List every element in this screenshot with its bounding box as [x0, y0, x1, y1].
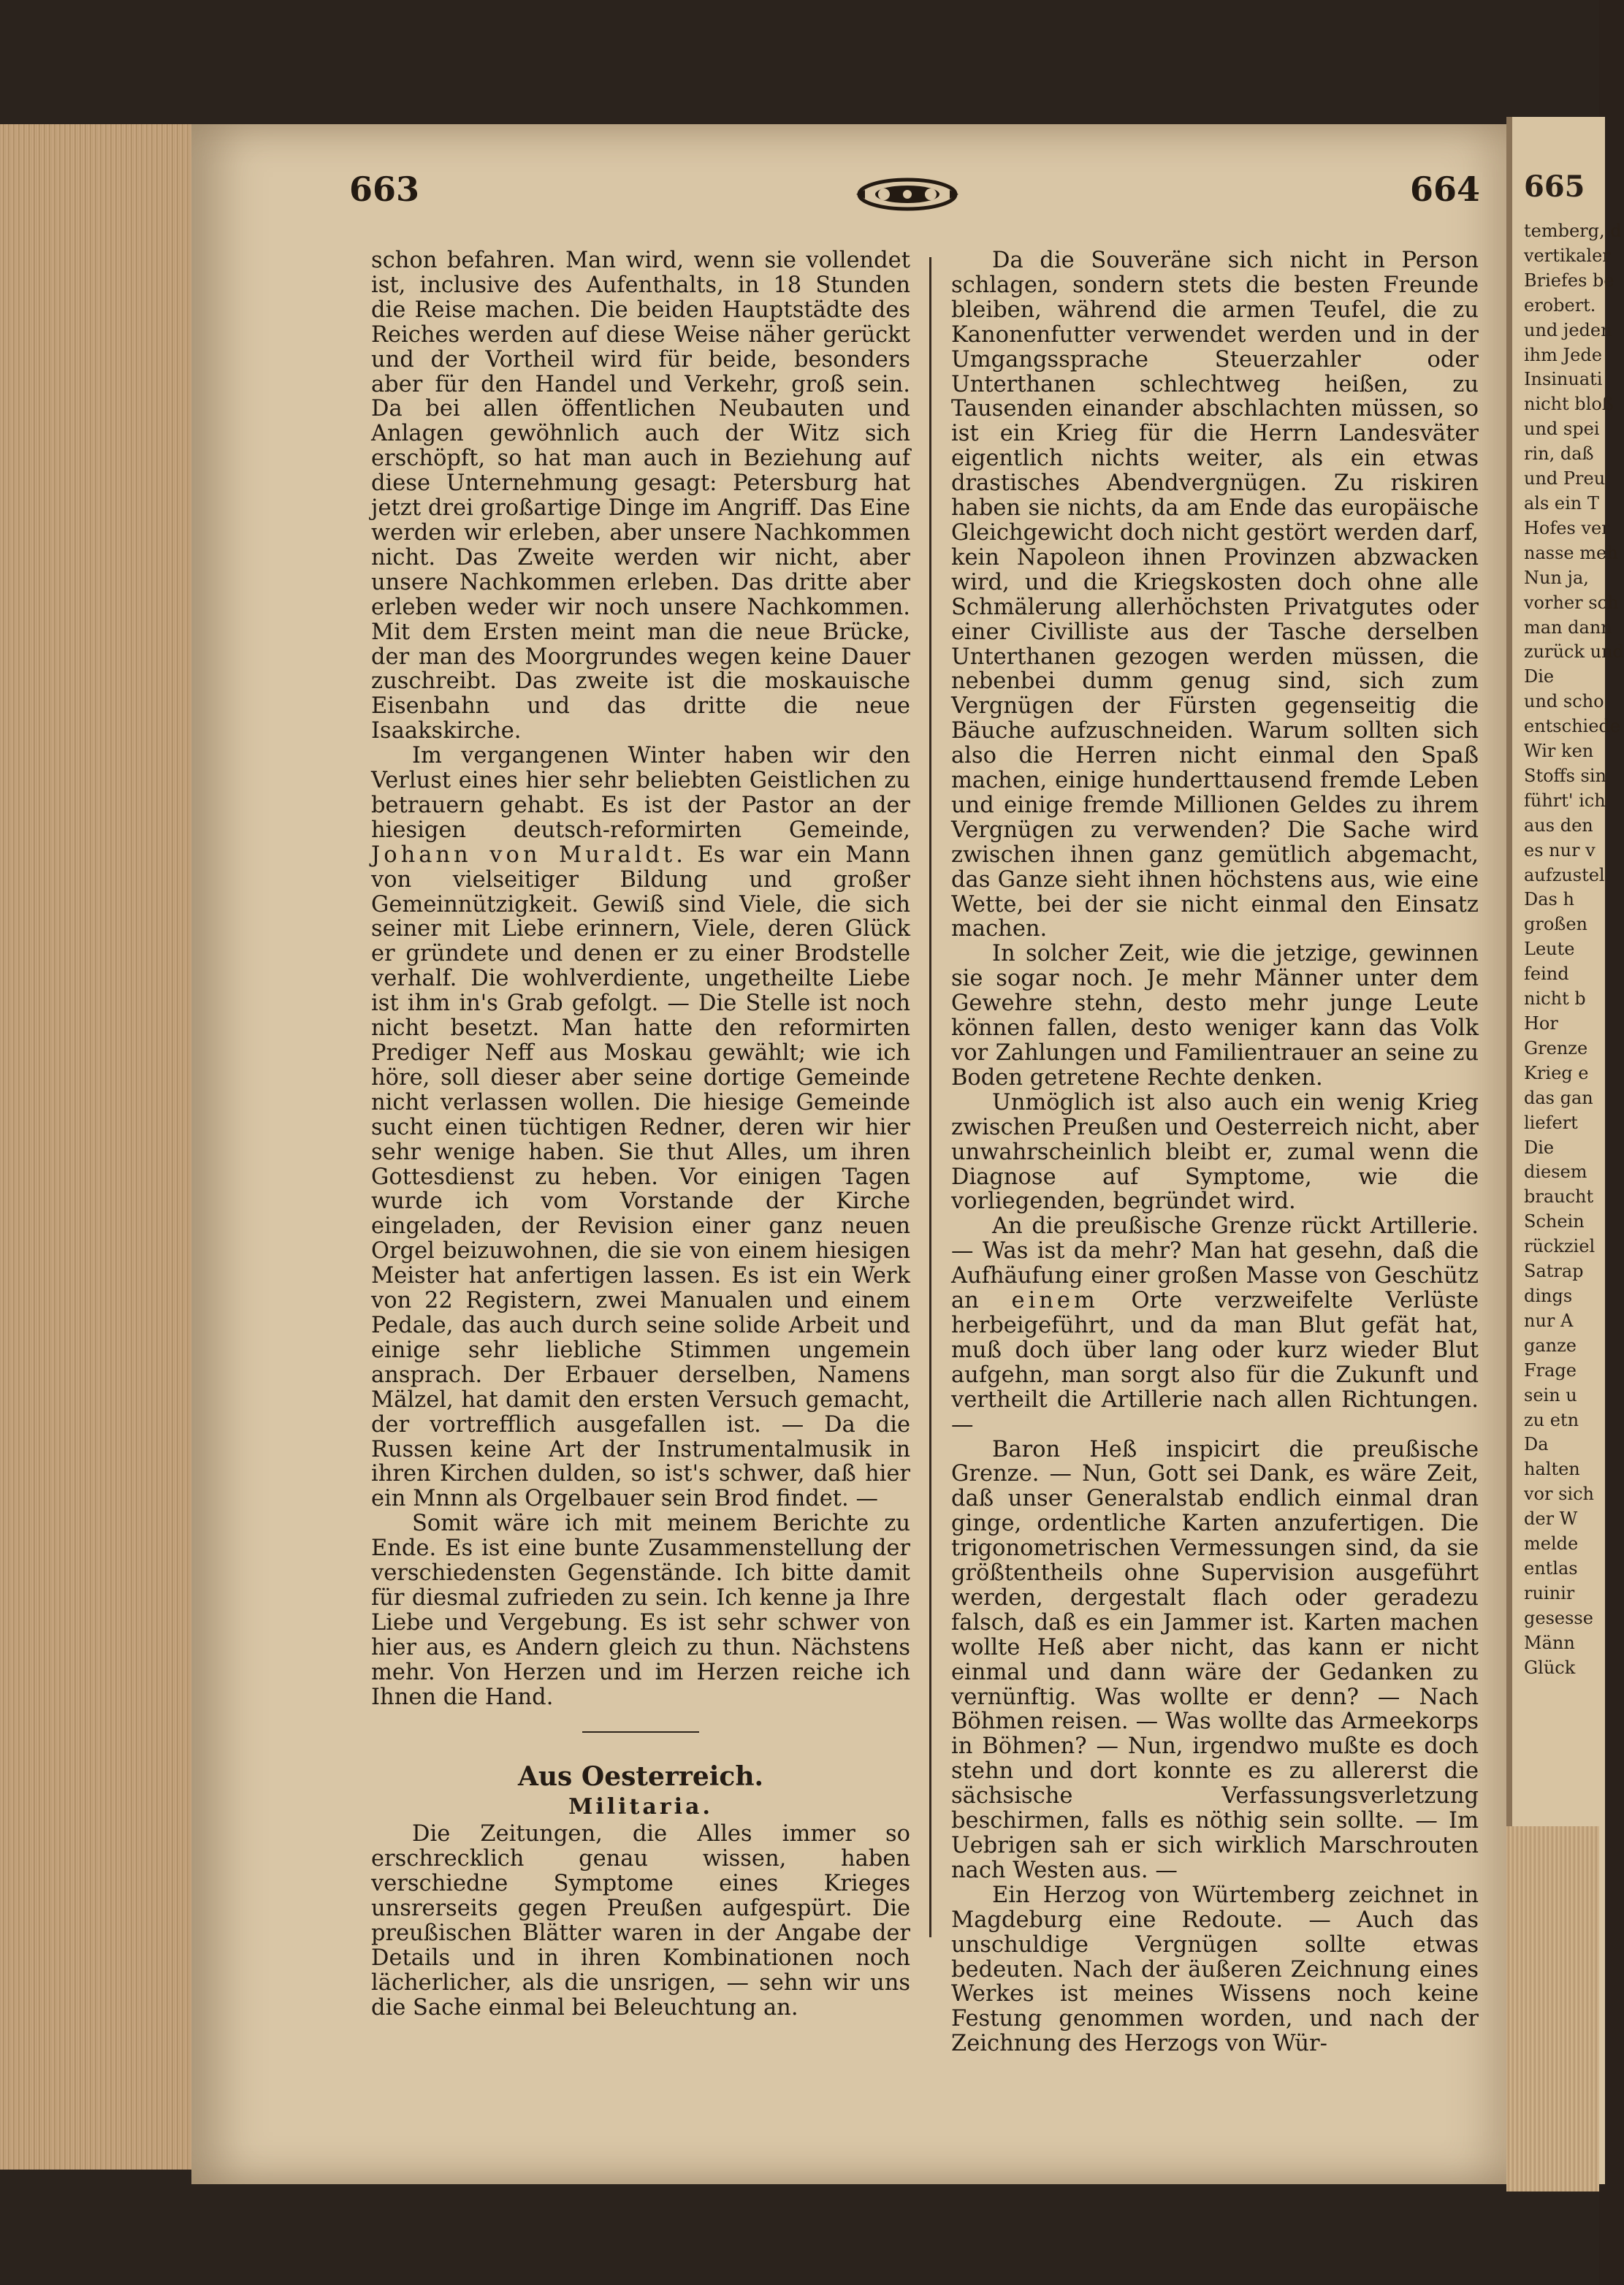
next-page-line: nur A [1524, 1310, 1574, 1331]
next-page-line: Männ [1524, 1632, 1575, 1653]
next-page-line: rückziel [1524, 1236, 1596, 1257]
paragraph-closing: Somit wäre ich mit meinem Berichte zu Ende. Es ist eine bunte Zusammenstellung der verschiedensten Gegenstände. Ich bitte damit für diesmal zufrieden zu sein. Ich kenne ja Ihre Liebe und Vergebung. Es ist sehr schwer von hier aus, es Andern gleich zu thun. Nächstens mehr. Von Herzen und im Herzen reiche ich Ihnen die Hand. [371, 1511, 910, 1710]
next-page-line: aufzustel [1524, 864, 1605, 885]
next-page-line: Wir ken [1524, 741, 1594, 762]
next-page-line: Stoffs sin [1524, 765, 1606, 786]
left-page-block-edges [0, 124, 196, 2170]
next-page-line: dings [1524, 1285, 1573, 1306]
next-page-line: diesem [1524, 1161, 1587, 1183]
next-page-line: das gan [1524, 1087, 1593, 1108]
paragraph-baron-hess: Baron Heß inspicirt die preußische Grenze. — Nun, Gott sei Dank, es wäre Zeit, daß unser Generalstab endlich einmal dran ginge, ordentliche Karten anzufertigen. Die trigonometrischen Vermessungen sind, da sie größtentheils ohne Supervision ausgeführt werden, dergestalt flach oder geradezu falsch, daß es ein Jammer ist. Karten machen wollte Heß aber nicht, das kann er nicht einmal und dann wäre der Gedanken zu vernünftig. Was wollte er denn? — Nach Böhmen reisen. — Was wollte das Armeekorps in Böhmen? — Nun, irgendwo mußte es doch stehn und dort konnte es zu allererst die sächsische Verfassungsverletzung beschirmen, falls es nöthig sein sollte. — Im Uebrigen sah er sich wirklich Marschrouten nach Westen aus. — [951, 1436, 1479, 1883]
next-page-line: und scho [1524, 691, 1604, 712]
next-page-line: vertikaler [1524, 245, 1611, 266]
next-page-line: temberg, d [1524, 221, 1622, 241]
header-ornament-icon [855, 175, 960, 213]
next-page-line: und jeden [1524, 319, 1612, 340]
page-number-next: 665 [1524, 169, 1585, 204]
next-page-line: der W [1524, 1508, 1578, 1530]
next-page-line: Krieg e [1524, 1062, 1589, 1083]
next-page-line-list [1524, 219, 1624, 1680]
next-page-line: Nun ja, [1524, 567, 1589, 588]
next-page-line: und spei [1524, 419, 1600, 440]
next-page-line: Frage [1524, 1359, 1577, 1381]
right-column [951, 248, 1479, 2056]
paragraph-jetzige-zeit: In solcher Zeit, wie die jetzige, gewinnen sie sogar noch. Je mehr Männer unter dem Gewehre stehn, desto mehr junge Leute können fallen, desto weniger kann das Volk vor Zahlungen und Familientrauer an seine zu Boden getretene Rechte denken. [951, 941, 1479, 1091]
next-page-line: großen [1524, 914, 1587, 935]
paragraph-continued: schon befahren. Man wird, wenn sie vollendet ist, inclusive des Aufenthalts, in 18 Stunden die Reise machen. Die beiden Hauptstädte des Reiches werden auf diese Weise näher gerückt und der Vortheil wird für beide, besonders aber für den Handel und Verkehr, groß sein. Da bei allen öffentlichen Neubauten und Anlagen gewöhnlich auch der Witz sich erschöpft, so hat man auch in Beziehung auf diese Unternehmung gesagt: Petersburg hat jetzt drei großartige Dinge im Angriff. Das Eine werden wir erleben, aber unsere Nachkommen nicht. Das Zweite werden wir nicht, aber unsere Nachkommen erleben. Das dritte aber erleben weder wir noch unsere Nachkommen. Mit dem Ersten meint man die neue Brücke, der man des Moorgrundes wegen keine Dauer zuschreibt. Das zweite ist die moskauische Eisenbahn und das dritte die neue Isaakskirche. [371, 248, 910, 744]
paragraph-souveraene: Da die Souveräne sich nicht in Person schlagen, sondern stets die besten Freunde bleiben, während die armen Teufel, die zu Kanonenfutter verwendet werden und in der Umgangssprache Steuerzahler oder Unterthanen schlechtweg heißen, zu Tausenden einander abschlachten müssen, so ist ein Krieg für die Herrn Landesväter eigentlich nichts weiter, als ein etwas drastisches Abendvergnügen. Zu riskiren haben sie nichts, da am Ende das europäische Gleichgewicht doch nicht gestört werden darf, kein Napoleon ihnen Provinzen abzwacken wird, und die Kriegskosten doch ohne alle Schmälerung allerhöchsten Privatgutes oder einer Civilliste aus der Tasche derselben Unterthanen gezogen werden müssen, die nebenbei dumm genug sind, sich zum Vergnügen der Fürsten gegenseitig die Bäuche aufzuschneiden. Warum sollten sich also die Herren nicht einmal den Spaß machen, einige hunderttausend fremde Leben und einige fremde Millionen Geldes zu ihrem Vergnügen zu verwenden? Die Sache wird zwischen ihnen ganz gemütlich abgemacht, das Ganze sieht ihnen höchstens aus, wie eine Wette, bei der sie nicht einmal den Einsatz machen. [951, 248, 1479, 942]
next-page-line: und Preu [1524, 468, 1606, 489]
next-page-line: ganze [1524, 1335, 1577, 1356]
next-page-line: führt' ich [1524, 790, 1606, 811]
pastor-text-before: Im vergangenen Winter haben wir den Verlust eines hier sehr beliebten Geistlichen zu betrauern gehabt. Es ist der Pastor an der hiesigen deutsch-reformirten Gemeinde, [371, 743, 910, 843]
section-divider [582, 1731, 699, 1733]
next-page-line: Die [1524, 1137, 1555, 1158]
artillerie-text-after: Orte verzweifelte Verlüste herbeigeführt, und da man Blut gefät hat, muß doch über lang oder kurz wieder Blut aufgehn, man sorgt also für die Zukunft und vertheilt die Artillerie nach allen Richtungen. — [951, 1288, 1479, 1438]
next-page-line: gesesse [1524, 1607, 1593, 1628]
next-page-line: melde [1524, 1533, 1579, 1555]
next-page-line: als ein T [1524, 492, 1599, 514]
next-page-line: aus den [1524, 815, 1593, 836]
next-page-line: sein u [1524, 1384, 1577, 1405]
next-page-line: Briefes be [1524, 270, 1615, 291]
paragraph-herzog: Ein Herzog von Würtemberg zeichnet in Magdeburg eine Redoute. — Auch das unschuldige Vergnügen sollte etwas bedeuten. Nach der äußeren Zeichnung eines Werkes ist meines Wissens noch keine Festung genommen worden, und nach der Zeichnung des Herzogs von Wür- [951, 1882, 1479, 2057]
pastor-text-after: . Es war ein Mann von vielseitiger Bildung und großer Gemeinnützigkeit. Gewiß sind Viele, die sich seiner mit Liebe erinnern, Viele, deren Glück er gründete und denen er zu einer Brodstelle verhalf. Die wohlverdiente, ungetheilte Liebe ist ihm in's Grab gefolgt. — Die Stelle ist noch nicht besetzt. Man hatte den reformirten Prediger Neff aus Moskau gewählt; wie ich höre, soll dieser aber seine dortige Gemeinde nicht verlassen wollen. Die hiesige Gemeinde sucht einen tüchtigen Redner, deren wir hier sehr wenige haben. Sie thut Alles, um ihren Gottesdienst zu heben. Vor einigen Tagen wurde ich vom Vorstande der Kirche eingeladen, der Revision einer ganz neuen Orgel beizuwohnen, die sie von einem hiesigen Meister hat anfertigen lassen. Es ist ein Werk von 22 Registern, zwei Manualen und einem Pedale, das auch durch seine solide Arbeit und einige sehr liebliche Stimmen ungemein ansprach. Der Erbauer derselben, Namens Mälzel, hat damit den ersten Versuch gemacht, der vortrefflich ausgefallen ist. — Da die Russen keine Art der Instrumentalmusik in ihren Kirchen dulden, so ist's schwer, daß hier ein Mnnn als Orgelbauer sein Brod findet. — [371, 842, 910, 1512]
next-page-line: liefert [1524, 1112, 1578, 1133]
next-page-line: Hor [1524, 1013, 1558, 1034]
next-page-line: Satrap [1524, 1261, 1584, 1282]
pastor-name: Johann von Muraldt [371, 842, 676, 868]
paragraph-militaria: Die Zeitungen, die Alles immer so erschrecklich genau wissen, haben verschiedne Symptome eines Krieges unsrerseits gegen Preußen aufgespürt. Die preußischen Blätter waren in der Angabe der Details und in ihren Kombinationen noch lächerlicher, als die unsrigen, — sehn wir uns die Sache einmal bei Beleuchtung an. [371, 1821, 910, 2021]
next-page-line: Grenze [1524, 1037, 1588, 1058]
next-page-line: Das h [1524, 889, 1574, 910]
next-page-text [1524, 169, 1624, 1680]
artillerie-text-before: An die preußische Grenze rückt Artillerie. — Was ist da mehr? Man hat gesehn, daß die Aufhäufung einer großen Masse von Geschütz an [951, 1213, 1479, 1314]
next-page-line: nasse meh [1524, 542, 1618, 563]
column-divider-rule [929, 257, 931, 1937]
next-page-line: nicht b [1524, 988, 1586, 1010]
next-page-line: nicht bloß [1524, 394, 1614, 415]
next-page-line: zu etn [1524, 1409, 1579, 1430]
next-page-line: man dann [1524, 617, 1612, 638]
next-page-line: halten [1524, 1459, 1580, 1480]
section-subheading: Militaria. [568, 1794, 713, 1820]
left-column [371, 248, 910, 2021]
next-page-line: entlas [1524, 1557, 1578, 1579]
paragraph-pastor [371, 744, 910, 1511]
section-heading: Aus Oesterreich. [517, 1761, 764, 1793]
next-page-line: feind [1524, 964, 1569, 985]
next-page-line: zurück und [1524, 641, 1624, 663]
next-page-line: vorher sch [1524, 592, 1619, 613]
page-number-left: 663 [349, 169, 420, 209]
next-page-line: vor sich [1524, 1484, 1594, 1505]
next-page-line: es nur v [1524, 839, 1596, 861]
next-page-line: Insinuati [1524, 369, 1603, 390]
next-page-line: Glück [1524, 1657, 1576, 1678]
next-page-line: ruinir [1524, 1582, 1575, 1603]
next-page-line: Hofes ver [1524, 517, 1610, 538]
next-page-line: Die [1524, 666, 1555, 687]
next-page-line: Da [1524, 1434, 1549, 1455]
next-page-line: ihm Jede [1524, 344, 1602, 365]
next-page-line: braucht [1524, 1186, 1594, 1208]
emphasis-einem: einem [1011, 1288, 1099, 1314]
right-page-block-edges [1506, 1826, 1599, 2191]
paragraph-unmoeglich: Unmöglich ist also auch ein wenig Krieg zwischen Preußen und Oesterreich nicht, aber unwahrscheinlich bleibt er, zumal wenn die Diagnose auf Symptome, wie die vorliegenden, begründet wird. [951, 1089, 1479, 1215]
next-page-line: Leute [1524, 939, 1575, 960]
next-page-line: Schein [1524, 1211, 1585, 1232]
next-page-line: rin, daß [1524, 443, 1594, 465]
next-page-line: erobert. [1524, 294, 1596, 316]
page-number-right: 664 [1410, 169, 1481, 209]
paragraph-artillerie [951, 1214, 1479, 1437]
next-page-line: entschiede [1524, 716, 1620, 737]
